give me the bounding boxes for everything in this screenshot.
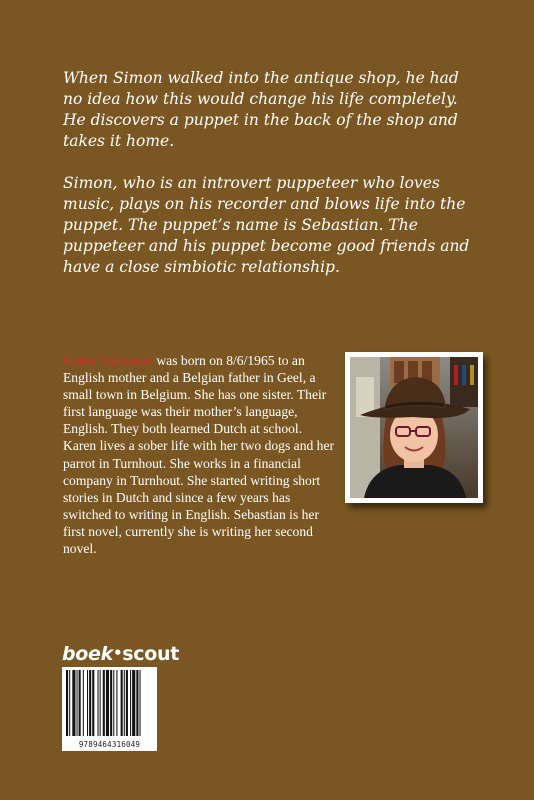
barcode-bar (116, 670, 117, 736)
barcode-bar (83, 670, 84, 736)
barcode-bar (69, 670, 70, 736)
barcode-bar (124, 670, 125, 736)
author-bio-text: was born on 8/6/1965 to an English mother and a Belgian father in Geel, a small town in Belgium. She has one sister. Their first language was their mother’s language, English. They both learned Dutch at school. Karen lives a sober life with her two dogs and her parrot in Turnhout. She works in a financial company in Turnhout. She started writing short stories in Dutch and since a few years has switched to writing in English. Sebastian is her first novel, currently she is writing her second novel. (63, 353, 335, 557)
back-cover-blurb (63, 68, 483, 299)
author-bio (63, 352, 338, 557)
blurb-paragraph-1: When Simon walked into the antique shop, he had no idea how this would change his life completely. He discovers a puppet in the back of the shop and takes it home. (63, 69, 459, 150)
barcode-bar (126, 670, 128, 736)
publisher-logo (62, 643, 179, 665)
barcode-bar (121, 670, 123, 736)
barcode-bar (66, 670, 68, 736)
isbn-number: 9789464316049 (78, 740, 141, 749)
barcode-bar (98, 670, 99, 736)
author-photo (345, 352, 483, 503)
barcode-bar (77, 670, 78, 736)
barcode-bar (113, 670, 114, 736)
barcode-bar (89, 670, 91, 736)
barcode-bar (87, 670, 88, 736)
publisher-logo-part2: scout (122, 643, 180, 665)
barcode-bar (130, 670, 131, 736)
barcode-bar (110, 670, 112, 736)
isbn-barcode (62, 667, 157, 751)
barcode-bar (100, 670, 101, 736)
barcode-bar (136, 670, 138, 736)
barcode-bar (103, 670, 105, 736)
barcode-bar (79, 670, 81, 736)
barcode-bar (132, 670, 135, 736)
publisher-logo-part1: boek (62, 643, 113, 665)
logo-dot: • (112, 644, 123, 662)
author-name: Karen Vanreusel (63, 353, 153, 368)
barcode-bar (72, 670, 75, 736)
barcode-bar (140, 670, 141, 736)
barcode-bar (106, 670, 109, 736)
barcode-bars (62, 667, 157, 739)
blurb-paragraph-2: Simon, who is an introvert puppeteer who loves music, plays on his recorder and blows life into the puppet. The puppet’s name is Sebastian. The puppeteer and his puppet become good friends and have a close simbiotic relationship. (63, 174, 470, 276)
author-portrait-image (350, 357, 478, 498)
barcode-bar (92, 670, 94, 736)
